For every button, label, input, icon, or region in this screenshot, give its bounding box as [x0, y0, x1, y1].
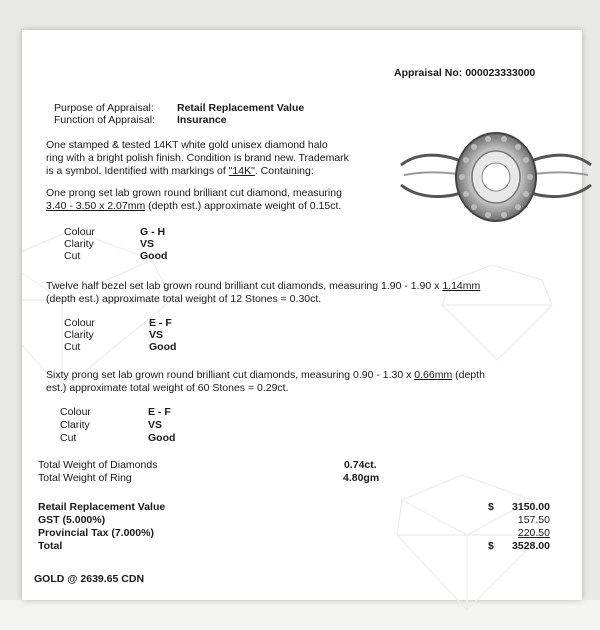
- purpose-value: Retail Replacement Value: [177, 102, 305, 114]
- description-mark: "14K": [228, 165, 255, 177]
- stone2-cut-label: Cut: [64, 341, 81, 353]
- stone2-line2: (depth est.) approximate total weight of 12 Stones = 0.30ct.: [46, 293, 322, 305]
- stone2-line1-text: Twelve half bezel set lab grown round brilliant cut diamonds, measuring 1.90 - 1.90 x: [46, 280, 443, 292]
- stone1-line2-text: (depth est.) approximate weight of 0.15ct.: [145, 200, 342, 212]
- appraisal-number-value: 000023333000: [465, 67, 536, 79]
- stone2-dim: 1.14mm: [442, 280, 481, 292]
- stone3-line1: [46, 369, 485, 382]
- total-ring-label: Total Weight of Ring: [38, 472, 132, 484]
- stone3-colour-label: Colour: [60, 406, 91, 418]
- stone2-colour: E - F: [149, 317, 172, 329]
- stone3-clarity: VS: [148, 419, 163, 431]
- retail-label: Retail Replacement Value: [38, 501, 166, 513]
- stone1-line1: One prong set lab grown round brilliant cut diamond, measuring: [46, 187, 342, 199]
- total-diamonds-value: 0.74ct.: [344, 459, 377, 471]
- stone3-cut: Good: [148, 432, 176, 444]
- total-label: Total: [38, 540, 63, 552]
- stone2-colour-label: Colour: [64, 317, 95, 329]
- appraisal-number-label: Appraisal No:: [394, 67, 463, 79]
- provincial-tax-value: 220.50: [517, 527, 550, 539]
- retail-value: 3150.00: [512, 501, 550, 513]
- stone1-colour: G - H: [140, 226, 166, 238]
- description-line3-text: is a symbol. Identified with markings of: [46, 165, 229, 177]
- gst-label: GST (5.000%): [38, 514, 106, 526]
- function-value: Insurance: [177, 114, 227, 126]
- purpose-label: Purpose of Appraisal:: [54, 102, 154, 114]
- appraisal-document: [22, 30, 582, 600]
- stone3-colour: E - F: [148, 406, 171, 418]
- gold-price: GOLD @ 2639.65 CDN: [34, 573, 145, 585]
- stone1-clarity-label: Clarity: [64, 238, 94, 250]
- stone1-cut: Good: [140, 250, 168, 262]
- stone3-line1-end: (depth: [452, 369, 485, 381]
- description-line1: One stamped & tested 14KT white gold unisex diamond halo: [46, 139, 328, 151]
- stone3-line1-text: Sixty prong set lab grown round brilliant cut diamonds, measuring 0.90 - 1.30 x: [46, 369, 415, 381]
- provincial-tax-label: Provincial Tax (7.000%): [38, 527, 154, 539]
- total-currency: $: [488, 540, 494, 552]
- stone3-cut-label: Cut: [60, 432, 77, 444]
- stone2-cut: Good: [149, 341, 177, 353]
- stone3-clarity-label: Clarity: [60, 419, 90, 431]
- stone1-dims: 3.40 - 3.50 x 2.07mm: [46, 200, 146, 212]
- appraisal-number: [394, 67, 535, 80]
- stone1-cut-label: Cut: [64, 250, 81, 262]
- stone2-clarity: VS: [149, 329, 164, 341]
- total-value: 3528.00: [512, 540, 550, 552]
- gst-value: 157.50: [517, 514, 550, 526]
- description-line3-end: . Containing:: [254, 165, 314, 177]
- total-diamonds-label: Total Weight of Diamonds: [38, 459, 158, 471]
- total-ring-value: 4.80gm: [343, 472, 380, 484]
- ring-photo: [396, 125, 596, 230]
- function-label: Function of Appraisal:: [54, 114, 155, 126]
- stone2-line1: [46, 280, 480, 293]
- stone1-clarity: VS: [140, 238, 155, 250]
- description-line2: ring with a bright polish finish. Condition is brand new. Trademark: [46, 152, 349, 164]
- stone1-line2: [46, 200, 341, 213]
- description-line3: [46, 165, 314, 178]
- stone3-dim: 0.66mm: [414, 369, 453, 381]
- stone3-line2: est.) approximate total weight of 60 Stones = 0.29ct.: [46, 382, 289, 394]
- stone1-colour-label: Colour: [64, 226, 95, 238]
- retail-currency: $: [488, 501, 494, 513]
- stone2-clarity-label: Clarity: [64, 329, 94, 341]
